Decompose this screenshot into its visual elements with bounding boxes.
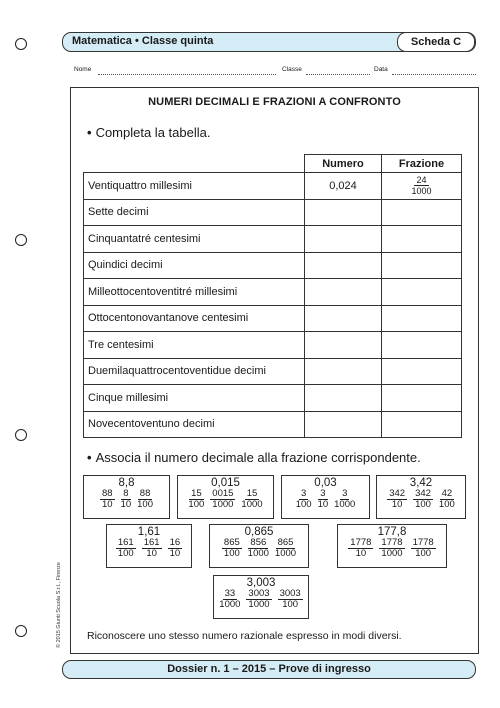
frazione-cell[interactable] bbox=[382, 252, 462, 279]
fraction-option[interactable]: $\frac{3}{10}$ bbox=[317, 488, 329, 510]
scheda-label: Scheda C bbox=[397, 32, 475, 52]
subject-label: Matematica • Classe quinta bbox=[72, 35, 214, 47]
frazione-cell[interactable] bbox=[382, 199, 462, 226]
col-frazione-header: Frazione bbox=[382, 155, 462, 173]
numero-cell[interactable] bbox=[305, 385, 382, 412]
decimal-value: 8,8 bbox=[118, 477, 135, 489]
frazione-cell[interactable] bbox=[382, 279, 462, 306]
fraction-option[interactable]: $\frac{88}{10}$ bbox=[101, 488, 113, 510]
row-label: Sette decimi bbox=[84, 199, 305, 226]
fraction-option[interactable]: $\frac{856}{1000}$ bbox=[247, 537, 269, 559]
decimal-value: 1,61 bbox=[137, 526, 161, 538]
row-label: Cinque millesimi bbox=[84, 385, 305, 412]
fraction-option[interactable]: $\frac{865}{100}$ bbox=[223, 537, 240, 559]
fraction-option[interactable]: $\frac{865}{1000}$ bbox=[274, 537, 297, 559]
binder-hole-2 bbox=[15, 234, 27, 246]
decimal-box[interactable] bbox=[213, 575, 309, 619]
numero-cell[interactable] bbox=[305, 199, 382, 226]
row-label: Milleottocentoventitré millesimi bbox=[84, 279, 305, 306]
table-row bbox=[84, 411, 462, 438]
fraction-option[interactable]: $\frac{16}{10}$ bbox=[169, 537, 181, 559]
col-numero-header: Numero bbox=[305, 155, 382, 173]
decimal-box[interactable] bbox=[337, 524, 447, 568]
frazione-cell[interactable] bbox=[382, 385, 462, 412]
table-row bbox=[84, 279, 462, 306]
table-row bbox=[84, 173, 462, 200]
row-label: Ottocentonovantanove centesimi bbox=[84, 305, 305, 332]
fraction-option[interactable]: $\frac{15}{100}$ bbox=[188, 488, 205, 510]
table-row bbox=[84, 358, 462, 385]
numero-cell[interactable] bbox=[305, 279, 382, 306]
classe-field[interactable] bbox=[306, 74, 370, 75]
fraction-option[interactable]: $\frac{342}{10}$ bbox=[389, 488, 406, 510]
page-title: NUMERI DECIMALI E FRAZIONI A CONFRONTO bbox=[148, 96, 401, 108]
classe-label: Classe bbox=[282, 66, 302, 73]
binder-hole-1 bbox=[15, 38, 27, 50]
fraction-option[interactable]: $\frac{1778}{100}$ bbox=[412, 537, 434, 559]
binder-hole-3 bbox=[15, 429, 27, 441]
frazione-cell[interactable]: $\frac{24}{1000}$ bbox=[382, 173, 462, 200]
fraction-option[interactable]: $\frac{42}{100}$ bbox=[438, 488, 455, 510]
numero-cell[interactable]: 0,024 bbox=[305, 173, 382, 200]
instruction-1: • Completa la tabella. bbox=[87, 125, 211, 140]
fraction-option[interactable]: $\frac{3003}{100}$ bbox=[279, 588, 301, 610]
row-label: Cinquantatré centesimi bbox=[84, 226, 305, 253]
decimal-value: 0,015 bbox=[211, 477, 240, 489]
numero-cell[interactable] bbox=[305, 252, 382, 279]
exercise-frame bbox=[70, 87, 479, 654]
header-bar bbox=[62, 32, 476, 52]
row-label: Tre centesimi bbox=[84, 332, 305, 359]
binder-hole-4 bbox=[15, 625, 27, 637]
numero-cell[interactable] bbox=[305, 411, 382, 438]
table-row bbox=[84, 385, 462, 412]
fraction-option[interactable]: $\frac{15}{1000}$ bbox=[241, 488, 263, 510]
student-fields bbox=[74, 66, 478, 78]
fraction-option[interactable]: $\frac{1778}{1000}$ bbox=[381, 537, 403, 559]
frazione-cell[interactable] bbox=[382, 226, 462, 253]
decimal-value: 3,003 bbox=[246, 577, 276, 589]
decimal-value: 0,03 bbox=[314, 477, 337, 489]
row-label: Ventiquattro millesimi bbox=[84, 173, 305, 200]
row-label: Duemilaquattrocentoventidue decimi bbox=[84, 358, 305, 385]
frazione-cell[interactable] bbox=[382, 411, 462, 438]
table-row bbox=[84, 252, 462, 279]
decimal-box[interactable] bbox=[376, 475, 466, 519]
frazione-cell[interactable] bbox=[382, 305, 462, 332]
fraction-option[interactable]: $\frac{1778}{10}$ bbox=[350, 537, 372, 559]
decimal-value: 0,865 bbox=[244, 526, 274, 538]
numero-cell[interactable] bbox=[305, 358, 382, 385]
fraction-option[interactable]: $\frac{33}{1000}$ bbox=[219, 588, 241, 610]
fraction-option[interactable]: $\frac{3003}{1000}$ bbox=[248, 588, 270, 610]
decimal-box[interactable] bbox=[106, 524, 192, 568]
learning-objective: Riconoscere uno stesso numero razionale espresso in modi diversi. bbox=[87, 630, 402, 642]
data-field[interactable] bbox=[392, 74, 476, 75]
decimal-box[interactable] bbox=[281, 475, 370, 519]
decimal-box[interactable] bbox=[209, 524, 309, 568]
fraction-option[interactable]: $\frac{8}{10}$ bbox=[120, 488, 132, 510]
table-row bbox=[84, 305, 462, 332]
row-label: Quindici decimi bbox=[84, 252, 305, 279]
copyright-notice: © 2015 Giunti Scuola S.r.l., Firenze bbox=[56, 562, 62, 648]
fraction-option[interactable]: $\frac{161}{10}$ bbox=[143, 537, 160, 559]
decimal-value: 3,42 bbox=[409, 477, 433, 489]
nome-label: Nome bbox=[74, 66, 92, 73]
footer-bar: Dossier n. 1 – 2015 – Prove di ingresso bbox=[62, 660, 476, 679]
table-row bbox=[84, 332, 462, 359]
conversion-table bbox=[83, 154, 462, 438]
fraction-option[interactable]: $\frac{3}{100}$ bbox=[295, 488, 312, 510]
nome-field[interactable] bbox=[98, 74, 276, 75]
table-row bbox=[84, 226, 462, 253]
fraction-option[interactable]: $\frac{161}{100}$ bbox=[117, 537, 134, 559]
data-label: Data bbox=[374, 66, 388, 73]
frazione-cell[interactable] bbox=[382, 358, 462, 385]
fraction-option[interactable]: $\frac{0015}{1000}$ bbox=[212, 488, 234, 510]
numero-cell[interactable] bbox=[305, 226, 382, 253]
frazione-cell[interactable] bbox=[382, 332, 462, 359]
fraction-option[interactable]: $\frac{342}{100}$ bbox=[415, 488, 431, 510]
numero-cell[interactable] bbox=[305, 305, 382, 332]
fraction-option[interactable]: $\frac{88}{100}$ bbox=[137, 488, 153, 510]
instruction-2: • Associa il numero decimale alla frazione corrispondente. bbox=[87, 450, 421, 465]
fraction-option[interactable]: $\frac{3}{1000}$ bbox=[334, 488, 356, 510]
table-row bbox=[84, 199, 462, 226]
decimal-box[interactable] bbox=[177, 475, 274, 519]
decimal-box[interactable] bbox=[83, 475, 170, 519]
row-label: Novecentoventuno decimi bbox=[84, 411, 305, 438]
numero-cell[interactable] bbox=[305, 332, 382, 359]
decimal-value: 177,8 bbox=[377, 526, 407, 538]
